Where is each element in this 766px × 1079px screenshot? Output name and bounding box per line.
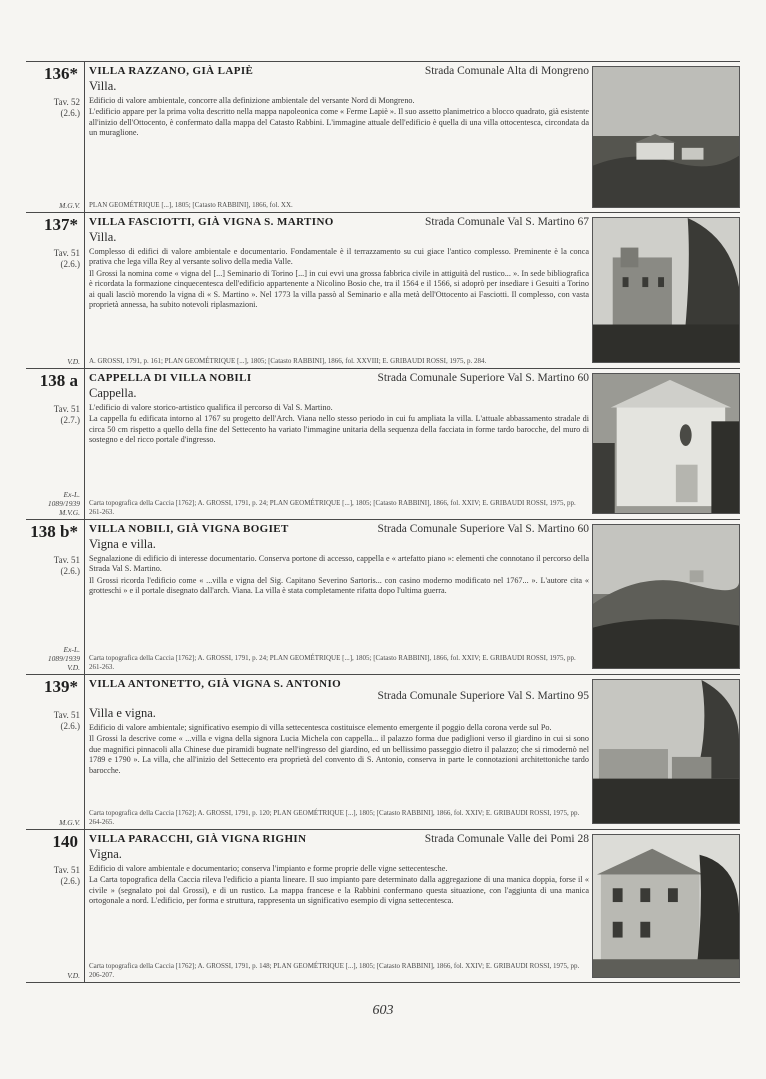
- villa-photo: [592, 679, 740, 824]
- author-initials: Ex-L. 1089/1939 M.V.G.: [47, 490, 80, 517]
- entry-title: VILLA FASCIOTTI, GIÀ VIGNA S. MARTINO: [89, 216, 334, 228]
- author-initials: V.D.: [67, 971, 80, 980]
- entry-margin: [26, 830, 85, 982]
- entry-street: Strada Comunale Superiore Val S. Martino 95: [377, 690, 589, 702]
- entry-references: A. GROSSI, 1791, p. 161; PLAN GEOMÉTRIQUE [...], 1805; [Catasto RABBINI], 1866, fol. XXVIII; E. GRIBAUDI ROSSI, 1975, p. 284.: [89, 357, 487, 365]
- entry-margin: [26, 62, 85, 212]
- entry-type: Villa.: [89, 230, 117, 244]
- tavola-reference: Tav. 51 (2.6.): [53, 865, 80, 886]
- entry-type: Vigna.: [89, 847, 122, 861]
- entry-title: VILLA ANTONETTO, GIÀ VIGNA S. ANTONIO: [89, 678, 342, 690]
- entry-title: VILLA PARACCHI, GIÀ VIGNA RIGHIN: [89, 833, 307, 845]
- entry-type: Vigna e villa.: [89, 537, 156, 551]
- entry-type: Villa e vigna.: [89, 706, 156, 720]
- entry-margin: [26, 520, 85, 674]
- entry-title: VILLA NOBILI, GIÀ VIGNA BOGIET: [89, 523, 289, 535]
- entry-number: 138 a: [39, 371, 78, 390]
- page-number: 603: [372, 1003, 394, 1018]
- entry-references: PLAN GEOMÉTRIQUE [...], 1805; [Catasto RABBINI], 1866, fol. XX.: [89, 201, 293, 209]
- entry-number: 137*: [44, 215, 78, 234]
- entry-street: Strada Comunale Alta di Mongreno: [424, 65, 589, 77]
- entry-references: Carta topografica della Caccia [1762]; A. GROSSI, 1791, p. 120; PLAN GEOMÉTRIQUE [...], 1805; [Catasto RABBINI], 1866, fol. XXIV; E. GRIBAUDI ROSSI, 1975, pp. 264-265.: [89, 809, 580, 826]
- author-initials: M.G.V.: [59, 201, 80, 210]
- entry-description: Edificio di valore ambientale; significativo esempio di villa settecentesca costituisce elemento emergente il poggio della corona verde sul Po. Il Grossi la descrive come « ...villa e vigna della signora Lucia Michela con cappella... il palazzo forma due padiglioni verso il giardino in cui si sono due magnifici pinnacoli alla Chinese due piramidi bugnate nell'ingresso del giardino, ed un bellissimo passeggio dietro il palazzo; che si rimodernò nel 1789 e 1790 ». La villa, che all'inizio del Settecento era proprietà del convento di S. Antonio, conserva in parte le connotazioni architettoniche tardo barocche.: [89, 723, 589, 775]
- tavola-reference: Tav. 52 (2.6.): [53, 97, 80, 118]
- entry-body: [89, 213, 589, 368]
- entry-description: Edificio di valore ambientale e documentario; conserva l'impianto e forme proprie delle vigne settecentesche. La Carta topografica della Caccia rileva l'edificio a pianta lineare. Il suo impianto pare determinato dalla aggregazione di una manica doppia, forse il « civile » (segnalato poi dal Grossi), e di un rustico. La mappa francese e la Rabbini confermano questa situazione, con l'aggiunta di una manica ortogonale a nord. L'edificio, per forma e struttura, rappresenta un significativo esempio di vigna settecentesca.: [89, 864, 589, 906]
- entry-description: Segnalazione di edificio di interesse documentario. Conserva portone di accesso, cappella e « artefatto piano »: elementi che connotano il percorso della Strada Val S. Martino. Il Grossi ricorda l'edificio come « ...villa e vigna del Sig. Capitano Severino Sartoris... con casino moderno modificato nel 1767... ». L'autore cita « grotteschi » e il portale disegnato dall'arch. Viana. La villa è stata completamente rifatta dopo l'ultima guerra.: [89, 554, 589, 596]
- entry-street: Strada Comunale Superiore Val S. Martino 60: [377, 372, 589, 384]
- entry-number: 138 b*: [30, 522, 78, 541]
- entry-type: Cappella.: [89, 386, 137, 400]
- entry-title: VILLA RAZZANO, GIÀ LAPIÈ: [89, 65, 254, 77]
- entry-body: [89, 675, 589, 829]
- tavola-reference: Tav. 51 (2.6.): [53, 710, 80, 731]
- author-initials: V.D.: [67, 357, 80, 366]
- entry-138a: [26, 368, 740, 519]
- entry-137: [26, 212, 740, 368]
- entry-139: [26, 674, 740, 829]
- villa-photo: [592, 217, 740, 363]
- entry-type: Villa.: [89, 79, 117, 93]
- entry-number: 139*: [44, 677, 78, 696]
- villa-photo: [592, 834, 740, 978]
- author-initials: Ex-L. 1089/1939 V.D.: [47, 645, 80, 672]
- entry-136: [26, 61, 740, 212]
- entry-margin: [26, 675, 85, 829]
- entry-description: L'edificio di valore storico-artistico qualifica il percorso di Val S. Martino. La cappella fu edificata intorno al 1767 su progetto dell'Arch. Viana nello stesso periodo in cui fu ampliata la villa. L'attuale abbassamento stradale di circa 50 cm rispetto a quello della fine del Settecento ha variato l'immagine unitaria della sequenza della facciata in forme tardo barocche, del muro di sostegno e del ricco portale d'ingresso.: [89, 403, 589, 445]
- villa-photo: [592, 524, 740, 669]
- entry-margin: [26, 213, 85, 368]
- entry-body: [89, 369, 589, 519]
- tavola-reference: Tav. 51 (2.6.): [53, 555, 80, 576]
- entry-138b: [26, 519, 740, 674]
- entry-number: 140: [52, 832, 78, 851]
- entry-references: Carta topografica della Caccia [1762]; A. GROSSI, 1791, p. 148; PLAN GEOMÉTRIQUE [...], 1805; [Catasto RABBINI], 1866, fol. XXIV; E. GRIBAUDI ROSSI, 1975, pp. 206-207.: [89, 962, 580, 979]
- chapel-photo: [592, 373, 740, 514]
- villa-photo: [592, 66, 740, 208]
- entry-title: CAPPELLA DI VILLA NOBILI: [89, 372, 252, 384]
- entry-body: [89, 62, 589, 212]
- catalog-page: [26, 61, 740, 983]
- entry-description: Edificio di valore ambientale, concorre alla definizione ambientale del versante Nord di Mongreno. L'edificio appare per la prima volta descritto nella mappa napoleonica come « Ferme Lapiè ». Il suo assetto planimetrico a blocco quadrato, già esistente all'inizio dell'Ottocento, è confermato dalla mappa del Catasto Rabbini. L'immagine attuale dell'edificio è quella di una villa ottocentesca, circondata da un muraglione.: [89, 96, 589, 138]
- entry-street: Strada Comunale Valle dei Pomi 28: [424, 833, 589, 845]
- entry-street: Strada Comunale Superiore Val S. Martino 60: [377, 523, 589, 535]
- entry-body: [89, 520, 589, 674]
- entry-street: Strada Comunale Val S. Martino 67: [425, 216, 589, 228]
- entry-description: Complesso di edifici di valore ambientale e documentario. Fondamentale è il terrazzamento su cui giace l'antico complesso. Preminente è la conca prativa che lega villa Rey al versante solivo della media Valle. Il Grossi la nomina come « vigna del [...] Seminario di Torino [...] in cui evvi una grossa fabbrica civile in attiguità del rustico... ». In sede bibliografica è ricordata la formazione cinquecentesca dell'edificio appartenente a Nicolino Bosio che, tra il 1564 e il 1566, si adoprò per insediare i Gesuiti a Torino ai quali lasciò morendo la vigna di « S. Martino ». Nel 1773 la villa passò al Seminario e alla metà dell'Ottocento ai Fasciotti. Il complesso, con vasta proprietà annessa, ha subito notevoli riplasmazioni.: [89, 247, 589, 310]
- entry-body: [89, 830, 589, 982]
- entry-140: [26, 829, 740, 983]
- entry-number: 136*: [44, 64, 78, 83]
- tavola-reference: Tav. 51 (2.7.): [53, 404, 80, 425]
- entry-references: Carta topografica della Caccia [1762]; A. GROSSI, 1791, p. 24; PLAN GEOMÉTRIQUE [...], 1805; [Catasto RABBINI], 1866, fol. XXIV; E. GRIBAUDI ROSSI, 1975, pp. 261-263.: [89, 654, 576, 671]
- author-initials: M.G.V.: [59, 818, 80, 827]
- entry-margin: [26, 369, 85, 519]
- tavola-reference: Tav. 51 (2.6.): [53, 248, 80, 269]
- entry-references: Carta topografica della Caccia [1762]; A. GROSSI, 1791, p. 24; PLAN GEOMÉTRIQUE [...], 1805; [Catasto RABBINI], 1866, fol. XXIV; E. GRIBAUDI ROSSI, 1975, pp. 261-263.: [89, 499, 576, 516]
